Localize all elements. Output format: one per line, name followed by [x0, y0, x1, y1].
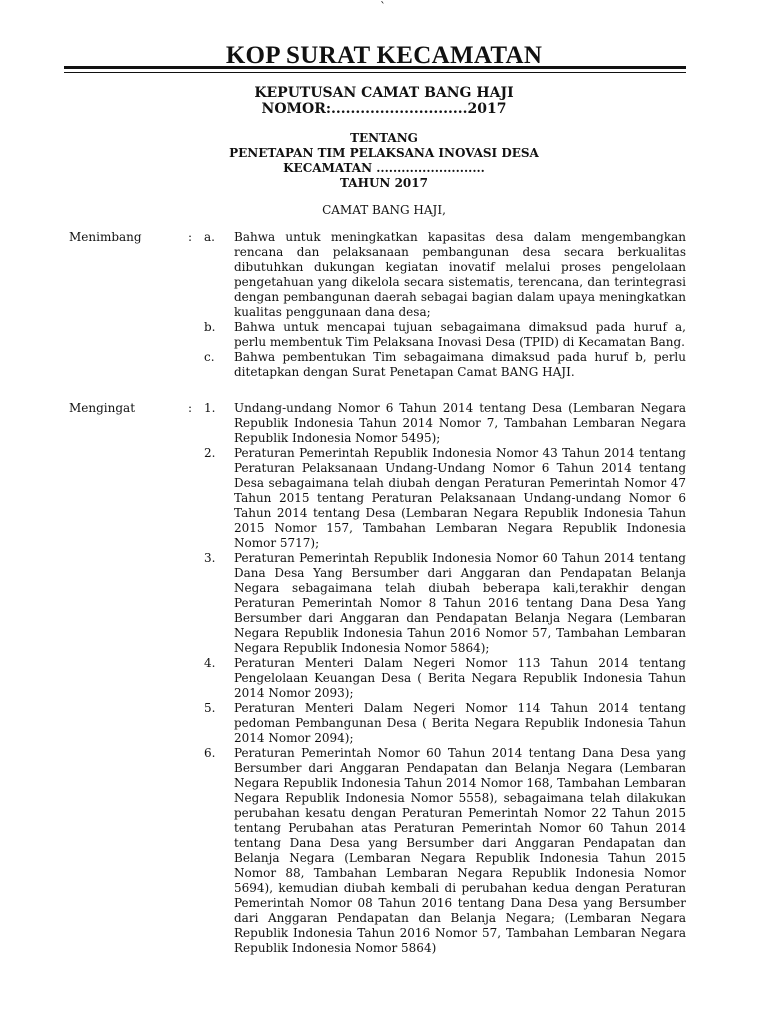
mengingat-item-1 — [204, 401, 686, 446]
mengingat-label: Mengingat — [69, 401, 136, 415]
letterhead-rule-thick — [64, 66, 686, 69]
item-marker: c. — [204, 350, 215, 364]
subject-heading: TENTANG — [350, 131, 418, 145]
mengingat-item-3 — [204, 551, 686, 656]
item-marker: 5. — [204, 701, 216, 715]
menimbang-item-c — [204, 350, 686, 380]
camat-line: CAMAT BANG HAJI, — [322, 203, 446, 217]
item-text: Bahwa untuk mencapai tujuan sebagaimana dimaksud pada huruf a, perlu membentuk Tim Pelaksana Inovasi Desa (TPID) di Kecamatan Bang. — [234, 320, 686, 349]
decision-number: NOMOR:............................2017 — [261, 101, 507, 117]
mengingat-item-6 — [204, 746, 686, 956]
item-marker: 2. — [204, 446, 216, 460]
top-mark: ` — [380, 0, 386, 14]
item-text: Peraturan Pemerintah Nomor 60 Tahun 2014 tentang Dana Desa yang Bersumber dari Anggaran Pendapatan dan Belanja Negara (Lembaran Negara Republik Indonesia Tahun 2014 Nomor 168, Tambahan Lembaran Negara Republik Indonesia Nomor 5558), sebagaimana telah dilakukan perubahan kesatu dengan Peraturan Pemerintah Nomor 22 Tahun 2015 tentang Perubahan atas Peraturan Pemerintah Nomor 60 Tahun 2014 tentang Dana Desa yang Bersumber dari Anggaran Pendapatan dan Belanja Negara (Lembaran Negara Republik Indonesia Tahun 2015 Nomor 88, Tambahan Lembaran Negara Republik Indonesia Nomor 5694), kemudian diubah kembali di perubahan kedua dengan Peraturan Pemerintah Nomor 08 Tahun 2016 tentang Dana Desa yang Bersumber dari Anggaran Pendapatan dan Belanja Negara; (Lembaran Negara Republik Indonesia Tahun 2016 Nomor 57, Tambahan Lembaran Negara Republik Indonesia Nomor 5864) — [234, 746, 686, 955]
item-text: Peraturan Menteri Dalam Negeri Nomor 114 Tahun 2014 tentang pedoman Pembangunan Desa ( Berita Negara Republik Indonesia Tahun 2014 Nomor 2094); — [234, 701, 686, 745]
item-text: Bahwa untuk meningkatkan kapasitas desa dalam mengembangkan rencana dan pelaksanaan pembangunan desa secara berkualitas dibutuhkan dukungan kegiatan inovatif melalui proses pengelolaan pengetahuan yang dikelola secara sistematis, terencana, dan terintegrasi dengan pembangunan daerah sebagai bagian dalam upaya meningkatkan kualitas penggunaan dana desa; — [234, 230, 686, 319]
item-marker: 3. — [204, 551, 216, 565]
mengingat-item-4 — [204, 656, 686, 701]
letterhead-title: KOP SURAT KECAMATAN — [225, 42, 543, 69]
item-marker: 6. — [204, 746, 216, 760]
item-text: Peraturan Menteri Dalam Negeri Nomor 113 Tahun 2014 tentang Pengelolaan Keuangan Desa ( Berita Negara Republik Indonesia Tahun 2014 Nomor 2093); — [234, 656, 686, 700]
item-text: Peraturan Pemerintah Republik Indonesia Nomor 60 Tahun 2014 tentang Dana Desa Yang Bersumber dari Anggaran dan Pendapatan Belanja Negara sebagaimana telah diubah beberapa kali,terakhir dengan Peraturan Pemerintah Nomor 8 Tahun 2016 tentang Dana Desa Yang Bersumber dari Anggaran dan Pendapatan Belanja Negara (Lembaran Negara Republik Indonesia Tahun 2016 Nomor 57, Tambahan Lembaran Negara Republik Indonesia Nomor 5864); — [234, 551, 686, 655]
menimbang-list — [204, 230, 686, 380]
item-marker: 4. — [204, 656, 216, 670]
mengingat-colon: : — [188, 401, 193, 415]
item-text: Bahwa pembentukan Tim sebagaimana dimaksud pada huruf b, perlu ditetapkan dengan Surat Penetapan Camat BANG HAJI. — [234, 350, 686, 379]
letterhead-rule-thin — [64, 72, 686, 73]
menimbang-label: Menimbang — [69, 230, 142, 244]
menimbang-colon: : — [188, 230, 193, 244]
subject-line-1: PENETAPAN TIM PELAKSANA INOVASI DESA — [229, 146, 539, 160]
item-marker: b. — [204, 320, 216, 334]
item-text: Undang-undang Nomor 6 Tahun 2014 tentang Desa (Lembaran Negara Republik Indonesia Tahun 2014 Nomor 7, Tambahan Lembaran Negara Republik Indonesia Nomor 5495); — [234, 401, 686, 445]
menimbang-item-a — [204, 230, 686, 320]
item-marker: 1. — [204, 401, 216, 415]
subject-line-3: TAHUN 2017 — [340, 176, 428, 190]
subject-line-2: KECAMATAN .......................... — [283, 161, 485, 175]
decision-title: KEPUTUSAN CAMAT BANG HAJI — [254, 85, 514, 101]
item-marker: a. — [204, 230, 215, 244]
mengingat-list — [204, 401, 686, 956]
item-text: Peraturan Pemerintah Republik Indonesia Nomor 43 Tahun 2014 tentang Peraturan Pelaksanaan Undang-Undang Nomor 6 Tahun 2014 tentang Desa sebagaimana telah diubah dengan Peraturan Pemerintah Nomor 47 Tahun 2015 tentang Peraturan Pelaksanaan Undang-undang Nomor 6 Tahun 2014 tentang Desa (Lembaran Negara Republik Indonesia Tahun 2015 Nomor 157, Tambahan Lembaran Negara Republik Indonesia Nomor 5717); — [234, 446, 686, 550]
menimbang-item-b — [204, 320, 686, 350]
mengingat-item-2 — [204, 446, 686, 551]
mengingat-item-5 — [204, 701, 686, 746]
